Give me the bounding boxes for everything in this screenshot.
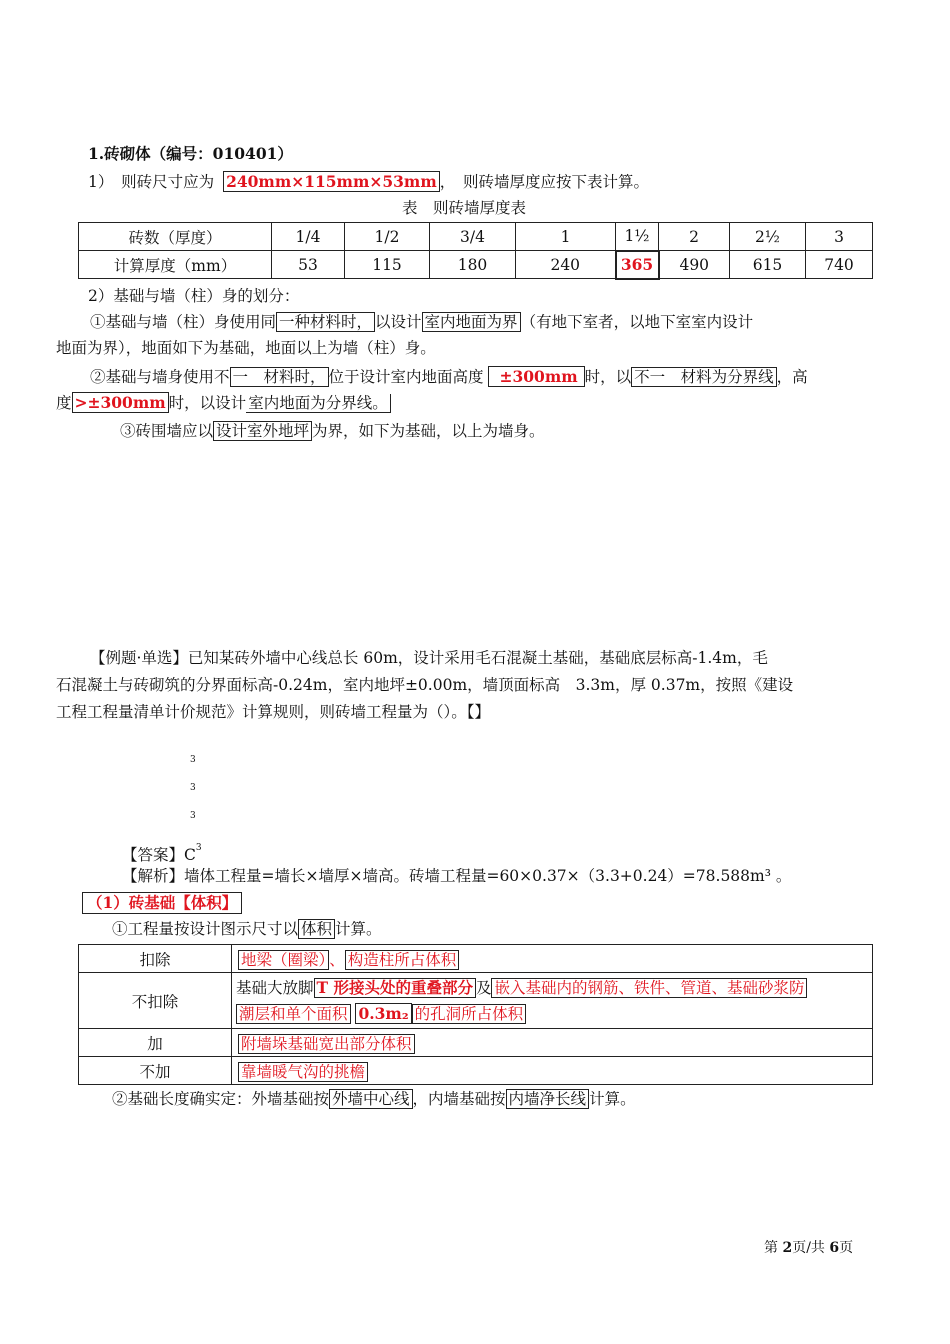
division-heading: 2）基础与墙（柱）身的划分： (88, 287, 300, 305)
table-cell: 740 (806, 251, 873, 279)
rule-text: 度 (56, 394, 72, 412)
table-cell (232, 973, 873, 1029)
table-cell: 180 (430, 251, 516, 279)
rule-box: 一种材料时， (276, 312, 375, 332)
rule-2-line-2 (56, 393, 391, 413)
table-cell (232, 1029, 873, 1057)
footer-text: 页/共 (792, 1240, 825, 1256)
height-threshold-2: >±300mm (72, 392, 169, 413)
example-line-2: 石混凝土与砖砌筑的分界面标高-0.24m，室内地坪±0.00m，墙顶面标高 3.3m，厚 0.37m，按照《建设 (56, 676, 794, 694)
table-cell: 490 (659, 251, 730, 279)
item-box: 嵌入基础内的钢筋、铁件、管道、基础砂浆防 (491, 978, 807, 998)
rule-text: 时，以 (584, 368, 632, 386)
foundation-rule-1 (112, 919, 382, 939)
rule-box: 室内地面为界 (422, 312, 521, 332)
brick-size-value: 240mm×115mm×53mm (223, 171, 440, 192)
footer-text: 第 (764, 1240, 778, 1256)
table-cell: 3/4 (430, 223, 516, 251)
rule-box: 体积 (298, 919, 335, 939)
total-pages: 6 (829, 1240, 840, 1256)
add-item: 附墙垛基础宽出部分体积 (238, 1034, 415, 1054)
rule-box: 室内地面为分界线。 (246, 394, 391, 413)
row-label: 不加 (79, 1057, 232, 1085)
foundation-table (78, 944, 873, 1085)
table-row (79, 251, 873, 279)
table-cell: 1½ (616, 223, 659, 251)
item-box: 的孔洞所占体积 (412, 1004, 527, 1024)
rule-text: 以设计 (199, 394, 247, 412)
deduct-item: 地梁（圈梁） (238, 950, 329, 970)
table-cell: 2½ (730, 223, 806, 251)
option-mark: 3 (190, 783, 196, 793)
rule-text: ，内墙基础按 (412, 1090, 506, 1108)
table-cell: 1 (516, 223, 616, 251)
item-box (314, 978, 476, 998)
height-threshold: ±300mm (488, 366, 584, 387)
item-text: 基础大放脚 (236, 978, 314, 997)
rule-text: ③砖围墙应以 (120, 422, 214, 440)
table-cell: 115 (345, 251, 430, 279)
row-label: 扣除 (79, 945, 232, 973)
brick-size-prefix: 1） 则砖尺寸应为 (88, 173, 215, 191)
rule-text: ①基础与墙（柱）身使用同 (90, 313, 277, 331)
foundation-title: （1）砖基础【体积】 (82, 892, 242, 914)
answer-text: 【答案】C (122, 846, 196, 864)
table-cell: 3 (806, 223, 873, 251)
table-cell: 53 (272, 251, 345, 279)
rule-1-line-1 (90, 312, 753, 332)
rule-text: 时， (168, 394, 200, 412)
separator: 、 (329, 950, 345, 969)
table-cell: 1/4 (272, 223, 345, 251)
row-header: 砖数（厚度） (79, 223, 272, 251)
item-text: 及 (475, 978, 492, 997)
rule-text: ②基础与墙身使用不 (90, 368, 230, 386)
rule-box: 设计室外地坪 (213, 421, 312, 441)
table-cell: 615 (730, 251, 806, 279)
option-mark: 3 (190, 811, 196, 821)
rule-text: ②基础长度确实定：外墙基础按 (112, 1090, 330, 1108)
table-cell: 240 (516, 251, 616, 279)
foundation-rule-2 (112, 1089, 636, 1109)
table-row (79, 973, 873, 1029)
item-box: 潮层和单个面积 (236, 1004, 351, 1024)
table-cell: 1/2 (345, 223, 430, 251)
footer-text: 页 (839, 1240, 854, 1256)
rule-box: 一 材料时， (230, 367, 329, 387)
exclude-item: 靠墙暖气沟的挑檐 (238, 1062, 368, 1082)
rule-2-line-1 (90, 367, 808, 387)
deduct-item: 构造柱所占体积 (345, 950, 460, 970)
option-mark: 3 (195, 843, 202, 853)
page-footer (764, 1238, 853, 1258)
example-line-1: 【例题·单选】已知某砖外墙中心线总长 60m，设计采用毛石混凝土基础，基础底层标高-1.4m，毛 (90, 649, 768, 667)
page-number: 2 (782, 1240, 793, 1256)
rule-text: ①工程量按设计图示尺寸以 (112, 920, 299, 938)
rule-text: 位于设计室内地面高度 (328, 368, 484, 386)
table-cell: 2 (659, 223, 730, 251)
thickness-table (78, 222, 873, 280)
rule-text: 以设计 (375, 313, 422, 331)
example-line-3: 工程工程量清单计价规范》计算规则，则砖墙工程量为（）。【】 (56, 703, 491, 721)
table-cell-highlight: 365 (616, 251, 659, 279)
rule-text: 计算。 (335, 920, 382, 938)
table-row (79, 223, 873, 251)
table-row (79, 945, 873, 973)
rule-1-line-2: 地面为界），地面如下为基础，地面以上为墙（柱）身。 (56, 339, 436, 357)
rule-text: ，高 (776, 368, 808, 386)
analysis: 【解析】墙体工程量=墙长×墙厚×墙高。砖墙工程量=60×0.37×（3.3+0.24）=78.588m³ 。 (122, 867, 792, 885)
table-cell (232, 945, 873, 973)
item-text: T 形接头处的重叠部分 (316, 977, 473, 997)
table-cell (232, 1057, 873, 1085)
row-header: 计算厚度（mm） (79, 251, 272, 279)
rule-text: 计算。 (589, 1090, 636, 1108)
row-label: 不扣除 (79, 973, 232, 1029)
rule-box: 内墙净长线 (506, 1089, 590, 1109)
table-row (79, 1057, 873, 1085)
section-heading: 1.砖砌体（编号：010401） (88, 144, 293, 163)
table-row (79, 1029, 873, 1057)
option-mark: 3 (190, 755, 196, 765)
rule-box: 外墙中心线 (329, 1089, 413, 1109)
brick-size-line (88, 172, 649, 192)
answer (122, 838, 202, 865)
rule-box: 不一 材料为分界线 (631, 367, 777, 387)
brick-size-suffix: ， 则砖墙厚度应按下表计算。 (439, 173, 649, 191)
table-caption: 表 则砖墙厚度表 (402, 199, 527, 217)
area-value: 0.3m₂ (355, 1003, 411, 1024)
row-label: 加 (79, 1029, 232, 1057)
rule-text: 为界，如下为基础，以上为墙身。 (312, 422, 545, 440)
rule-text: （有地下室者，以地下室室内设计 (520, 313, 754, 331)
rule-3 (120, 421, 545, 441)
